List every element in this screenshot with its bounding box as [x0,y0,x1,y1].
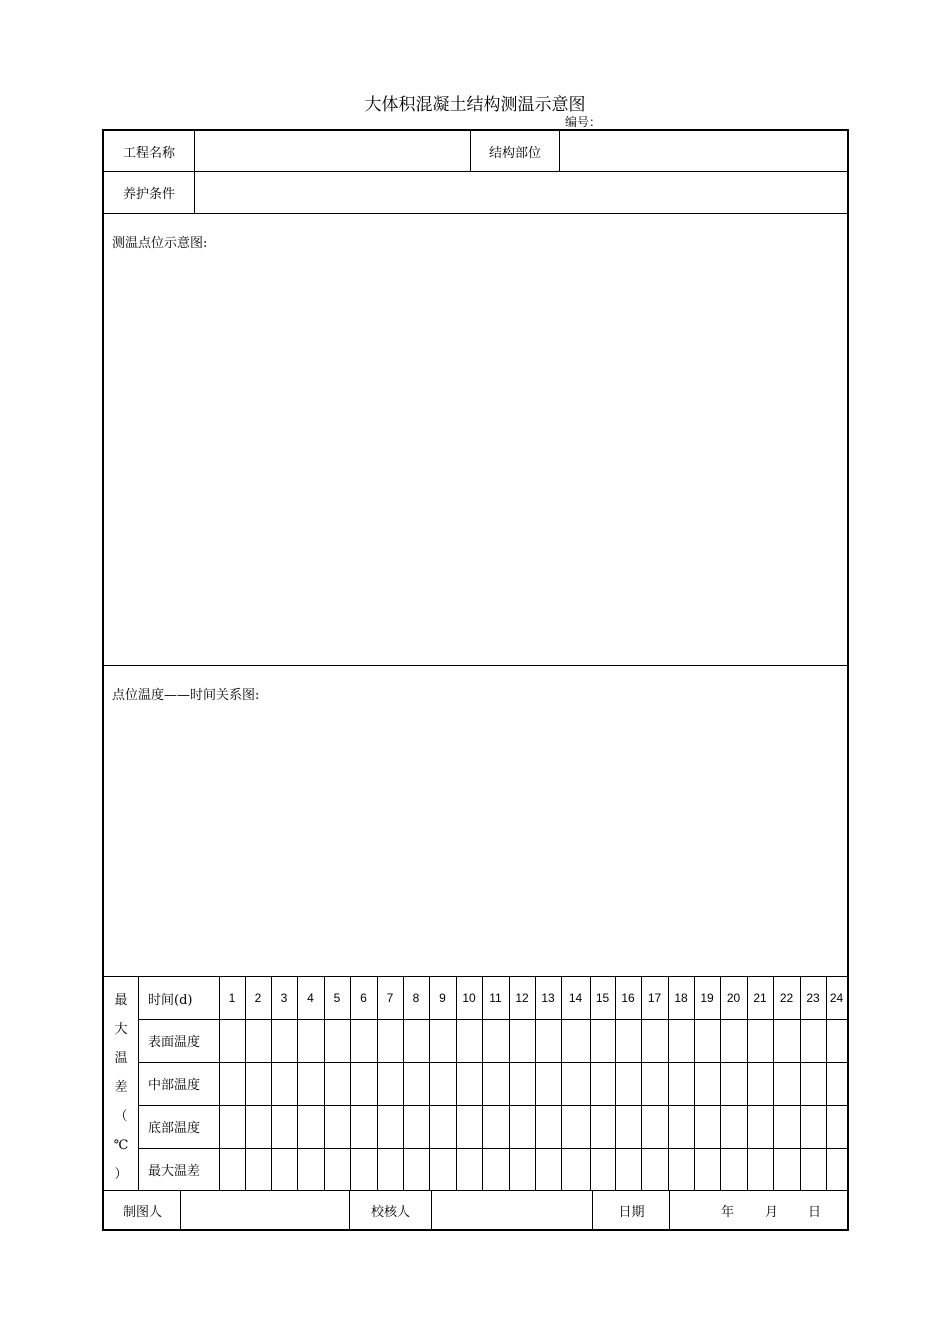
day-number: 18 [674,991,688,1005]
day-number: 3 [280,991,288,1005]
temperature-cell[interactable] [403,1105,429,1148]
temperature-cell[interactable] [535,1062,561,1105]
temperature-cell[interactable] [377,1062,403,1105]
temperature-cell[interactable] [800,1019,826,1062]
checker-field[interactable] [432,1191,592,1229]
temperature-cell[interactable] [615,1019,641,1062]
temperature-cell[interactable] [773,1019,800,1062]
temperature-cell[interactable] [694,1062,720,1105]
day-number: 10 [462,991,476,1005]
temperature-cell[interactable] [773,1148,800,1190]
temperature-cell[interactable] [615,1105,641,1148]
temperature-cell[interactable] [377,1148,403,1190]
side-label-char: ℃ [113,1138,129,1153]
temperature-cell[interactable] [377,1105,403,1148]
time-column-label: 时间(d) [148,992,193,1008]
temperature-cell[interactable] [535,1019,561,1062]
temperature-cell[interactable] [429,1105,456,1148]
temperature-cell[interactable] [641,1105,668,1148]
temperature-cell[interactable] [219,1148,245,1190]
year-label: 年 [721,1204,735,1220]
temperature-cell[interactable] [350,1019,377,1062]
temperature-cell[interactable] [720,1148,747,1190]
temperature-cell[interactable] [456,1148,482,1190]
table-row-label: 中部温度 [148,1078,201,1093]
temperature-cell[interactable] [773,1062,800,1105]
temperature-cell[interactable] [668,1148,694,1190]
temperature-cell[interactable] [324,1105,350,1148]
diagram-area[interactable] [104,214,847,665]
structure-part-field[interactable] [560,131,847,171]
temperature-cell[interactable] [324,1019,350,1062]
day-number: 13 [541,991,555,1005]
table-row-label: 底部温度 [148,1121,201,1136]
temperature-cell[interactable] [403,1148,429,1190]
divider [219,977,220,1190]
temperature-cell[interactable] [641,1148,668,1190]
day-number: 22 [779,991,794,1005]
project-name-field[interactable] [195,131,470,171]
drawer-field[interactable] [181,1191,349,1229]
temperature-cell[interactable] [826,1019,847,1062]
temperature-cell[interactable] [403,1062,429,1105]
temperature-cell[interactable] [615,1062,641,1105]
divider [138,977,139,1190]
temperature-cell[interactable] [350,1062,377,1105]
temperature-cell[interactable] [826,1148,847,1190]
temperature-cell[interactable] [245,1105,271,1148]
temperature-cell[interactable] [561,1062,590,1105]
temperature-cell[interactable] [826,1105,847,1148]
temperature-cell[interactable] [245,1148,271,1190]
drawer-label: 制图人 [122,1204,162,1220]
temperature-cell[interactable] [668,1019,694,1062]
temperature-cell[interactable] [219,1019,245,1062]
temperature-cell[interactable] [324,1148,350,1190]
day-number: 17 [647,991,662,1005]
temperature-cell[interactable] [747,1105,773,1148]
day-number: 21 [753,991,767,1005]
temperature-cell[interactable] [561,1148,590,1190]
serial-number-label: 编号： [565,115,602,129]
temperature-cell[interactable] [615,1148,641,1190]
project-name-label: 工程名称 [122,145,175,161]
temperature-cell[interactable] [590,1019,615,1062]
temperature-cell[interactable] [720,1019,747,1062]
diagram-section-label: 测温点位示意图: [112,236,208,251]
side-label-char: ） [114,1167,128,1182]
temperature-cell[interactable] [641,1019,668,1062]
temperature-cell[interactable] [561,1105,590,1148]
table-row-label: 最大温差 [148,1163,201,1179]
temperature-cell[interactable] [800,1105,826,1148]
temperature-cell[interactable] [535,1148,561,1190]
side-label-char: 温 [114,1051,128,1066]
day-label: 日 [808,1204,822,1220]
side-label-char: （ [114,1109,128,1124]
temperature-cell[interactable] [350,1148,377,1190]
temperature-cell[interactable] [324,1062,350,1105]
temperature-cell[interactable] [509,1105,535,1148]
temperature-cell[interactable] [694,1019,720,1062]
temperature-cell[interactable] [747,1148,773,1190]
temperature-cell[interactable] [590,1148,615,1190]
temperature-cell[interactable] [509,1148,535,1190]
temperature-cell[interactable] [694,1148,720,1190]
day-number: 8 [412,991,420,1005]
temperature-cell[interactable] [403,1019,429,1062]
table-row-label: 表面温度 [148,1035,201,1050]
day-number: 23 [806,991,820,1005]
day-number: 16 [621,991,635,1005]
temperature-cell[interactable] [747,1019,773,1062]
day-number: 20 [726,991,741,1005]
curing-condition-label: 养护条件 [122,187,175,202]
temperature-cell[interactable] [297,1062,324,1105]
temperature-cell[interactable] [590,1105,615,1148]
day-number: 14 [568,991,583,1005]
side-label-char: 大 [114,1022,128,1037]
temperature-cell[interactable] [509,1019,535,1062]
temperature-cell[interactable] [377,1019,403,1062]
temperature-cell[interactable] [271,1062,297,1105]
day-number: 4 [307,991,314,1005]
temperature-cell[interactable] [720,1062,747,1105]
structure-part-label: 结构部位 [488,145,541,161]
date-field[interactable] [670,1191,847,1229]
day-number: 7 [386,991,394,1005]
temperature-cell[interactable] [429,1019,456,1062]
day-number: 19 [700,991,714,1005]
temperature-cell[interactable] [773,1105,800,1148]
temperature-cell[interactable] [297,1105,324,1148]
max-temp-diff-side-label [104,986,138,1189]
temperature-cell[interactable] [297,1019,324,1062]
temperature-cell[interactable] [800,1148,826,1190]
temp-time-section-label: 点位温度——时间关系图: [112,688,260,703]
day-number: 2 [254,991,262,1005]
month-label: 月 [765,1204,779,1220]
temperature-cell[interactable] [219,1062,245,1105]
temperature-cell[interactable] [429,1062,456,1105]
side-label-char: 最 [114,993,128,1008]
temperature-cell[interactable] [456,1019,482,1062]
temperature-table [104,977,847,1190]
temperature-cell[interactable] [245,1062,271,1105]
temperature-cell[interactable] [271,1148,297,1190]
temperature-cell[interactable] [219,1105,245,1148]
temperature-cell[interactable] [482,1062,509,1105]
temperature-cell[interactable] [456,1105,482,1148]
temperature-cell[interactable] [668,1105,694,1148]
day-number: 24 [829,991,844,1005]
date-label: 日期 [618,1204,645,1220]
temperature-cell[interactable] [350,1105,377,1148]
document-title: 大体积混凝土结构测温示意图 [364,95,586,115]
temperature-cell[interactable] [482,1105,509,1148]
temperature-cell[interactable] [482,1148,509,1190]
temperature-cell[interactable] [429,1148,456,1190]
temperature-cell[interactable] [245,1019,271,1062]
temperature-cell[interactable] [535,1105,561,1148]
temperature-cell[interactable] [641,1062,668,1105]
day-number: 11 [489,991,502,1005]
temp-time-chart-area[interactable] [104,666,847,976]
day-number: 6 [360,991,367,1005]
temperature-cell[interactable] [590,1062,615,1105]
temperature-cell[interactable] [747,1062,773,1105]
day-number: 15 [595,991,610,1005]
temperature-cell[interactable] [482,1019,509,1062]
temperature-cell[interactable] [509,1062,535,1105]
day-number: 9 [439,991,446,1005]
temperature-cell[interactable] [720,1105,747,1148]
temperature-cell[interactable] [800,1062,826,1105]
form-sheet [102,129,849,1231]
temperature-cell[interactable] [668,1062,694,1105]
temperature-cell[interactable] [694,1105,720,1148]
side-label-char: 差 [114,1080,128,1095]
temperature-cell[interactable] [561,1019,590,1062]
temperature-cell[interactable] [297,1148,324,1190]
temperature-cell[interactable] [456,1062,482,1105]
temperature-cell[interactable] [826,1062,847,1105]
day-number: 5 [333,991,341,1005]
temperature-cell[interactable] [271,1105,297,1148]
temperature-cell[interactable] [271,1019,297,1062]
day-number: 1 [228,991,236,1005]
curing-condition-field[interactable] [195,172,847,213]
day-number: 12 [515,991,529,1005]
checker-label: 校核人 [370,1204,410,1220]
